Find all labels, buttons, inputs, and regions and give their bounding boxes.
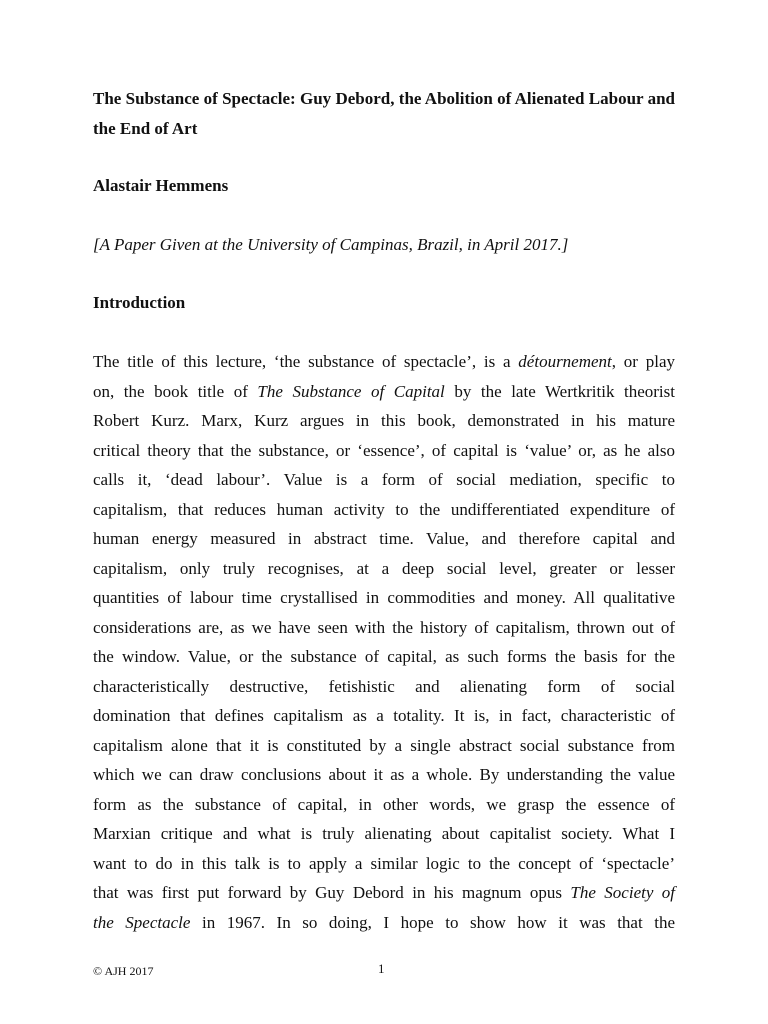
body-line: capitalism, that reduces human activity to the undifferentiated expenditure of [93, 499, 675, 519]
body-line: want to do in this talk is to apply a similar logic to the concept of ‘spectacle’ [93, 853, 675, 873]
body-line: that was first put forward by Guy Debord in his magnum opus The Society of [93, 883, 675, 902]
body-line: human energy measured in abstract time. Value, and therefore capital and [93, 529, 675, 548]
body-line: on, the book title of The Substance of Capital by the late Wertkritik theorist [93, 381, 675, 401]
body-line: Robert Kurz. Marx, Kurz argues in this book, demonstrated in his mature [93, 411, 675, 430]
body-line: Marxian critique and what is truly alienating about capitalist society. What I [93, 824, 675, 843]
body-line: calls it, ‘dead labour’. Value is a form of social mediation, specific to [93, 470, 675, 489]
body-line: the Spectacle in 1967. In so doing, I hope to show how it was that the [93, 912, 676, 932]
body-line: The title of this lecture, ‘the substance of spectacle’, is a détournement, or play [93, 352, 675, 371]
body-line: critical theory that the substance, or ‘essence’, of capital is ‘value’ or, as he also [93, 440, 675, 460]
section-heading: Introduction [93, 293, 186, 312]
body-line: considerations are, as we have seen with the history of capitalism, thrown out of [93, 617, 675, 637]
body-line: the window. Value, or the substance of capital, as such forms the basis for the [93, 647, 675, 666]
emphasis-detournement: détournement [518, 352, 612, 371]
body-line: form as the substance of capital, in other words, we grasp the essence of [93, 794, 675, 814]
body-line: which we can draw conclusions about it as a whole. By understanding the value [93, 765, 675, 784]
paper-title: The Substance of Spectacle: Guy Debord, the Abolition of Alienated Labour and the End of Art [93, 89, 675, 138]
body-line: quantities of labour time crystallised in commodities and money. All qualitative [93, 588, 675, 607]
page-number: 1 [378, 961, 385, 976]
author-name: Alastair Hemmens [93, 176, 229, 195]
book-title-society-of-spectacle-cont: the Spectacle [93, 912, 191, 932]
presentation-note: [A Paper Given at the University of Campinas, Brazil, in April 2017.] [93, 235, 569, 254]
body-line: domination that defines capitalism as a totality. It is, in fact, characteristic of [93, 706, 675, 725]
book-title-society-of-spectacle: The Society of [570, 883, 675, 902]
body-line: capitalism, only truly recognises, at a deep social level, greater or lesser [93, 558, 675, 578]
body-line: capitalism alone that it is constituted by a single abstract social substance from [93, 735, 675, 755]
body-paragraph [93, 347, 675, 937]
body-line: characteristically destructive, fetishistic and alienating form of social [93, 676, 675, 696]
book-title-substance-of-capital: The Substance of Capital [257, 381, 445, 401]
footer-copyright: © AJH 2017 [93, 964, 154, 978]
